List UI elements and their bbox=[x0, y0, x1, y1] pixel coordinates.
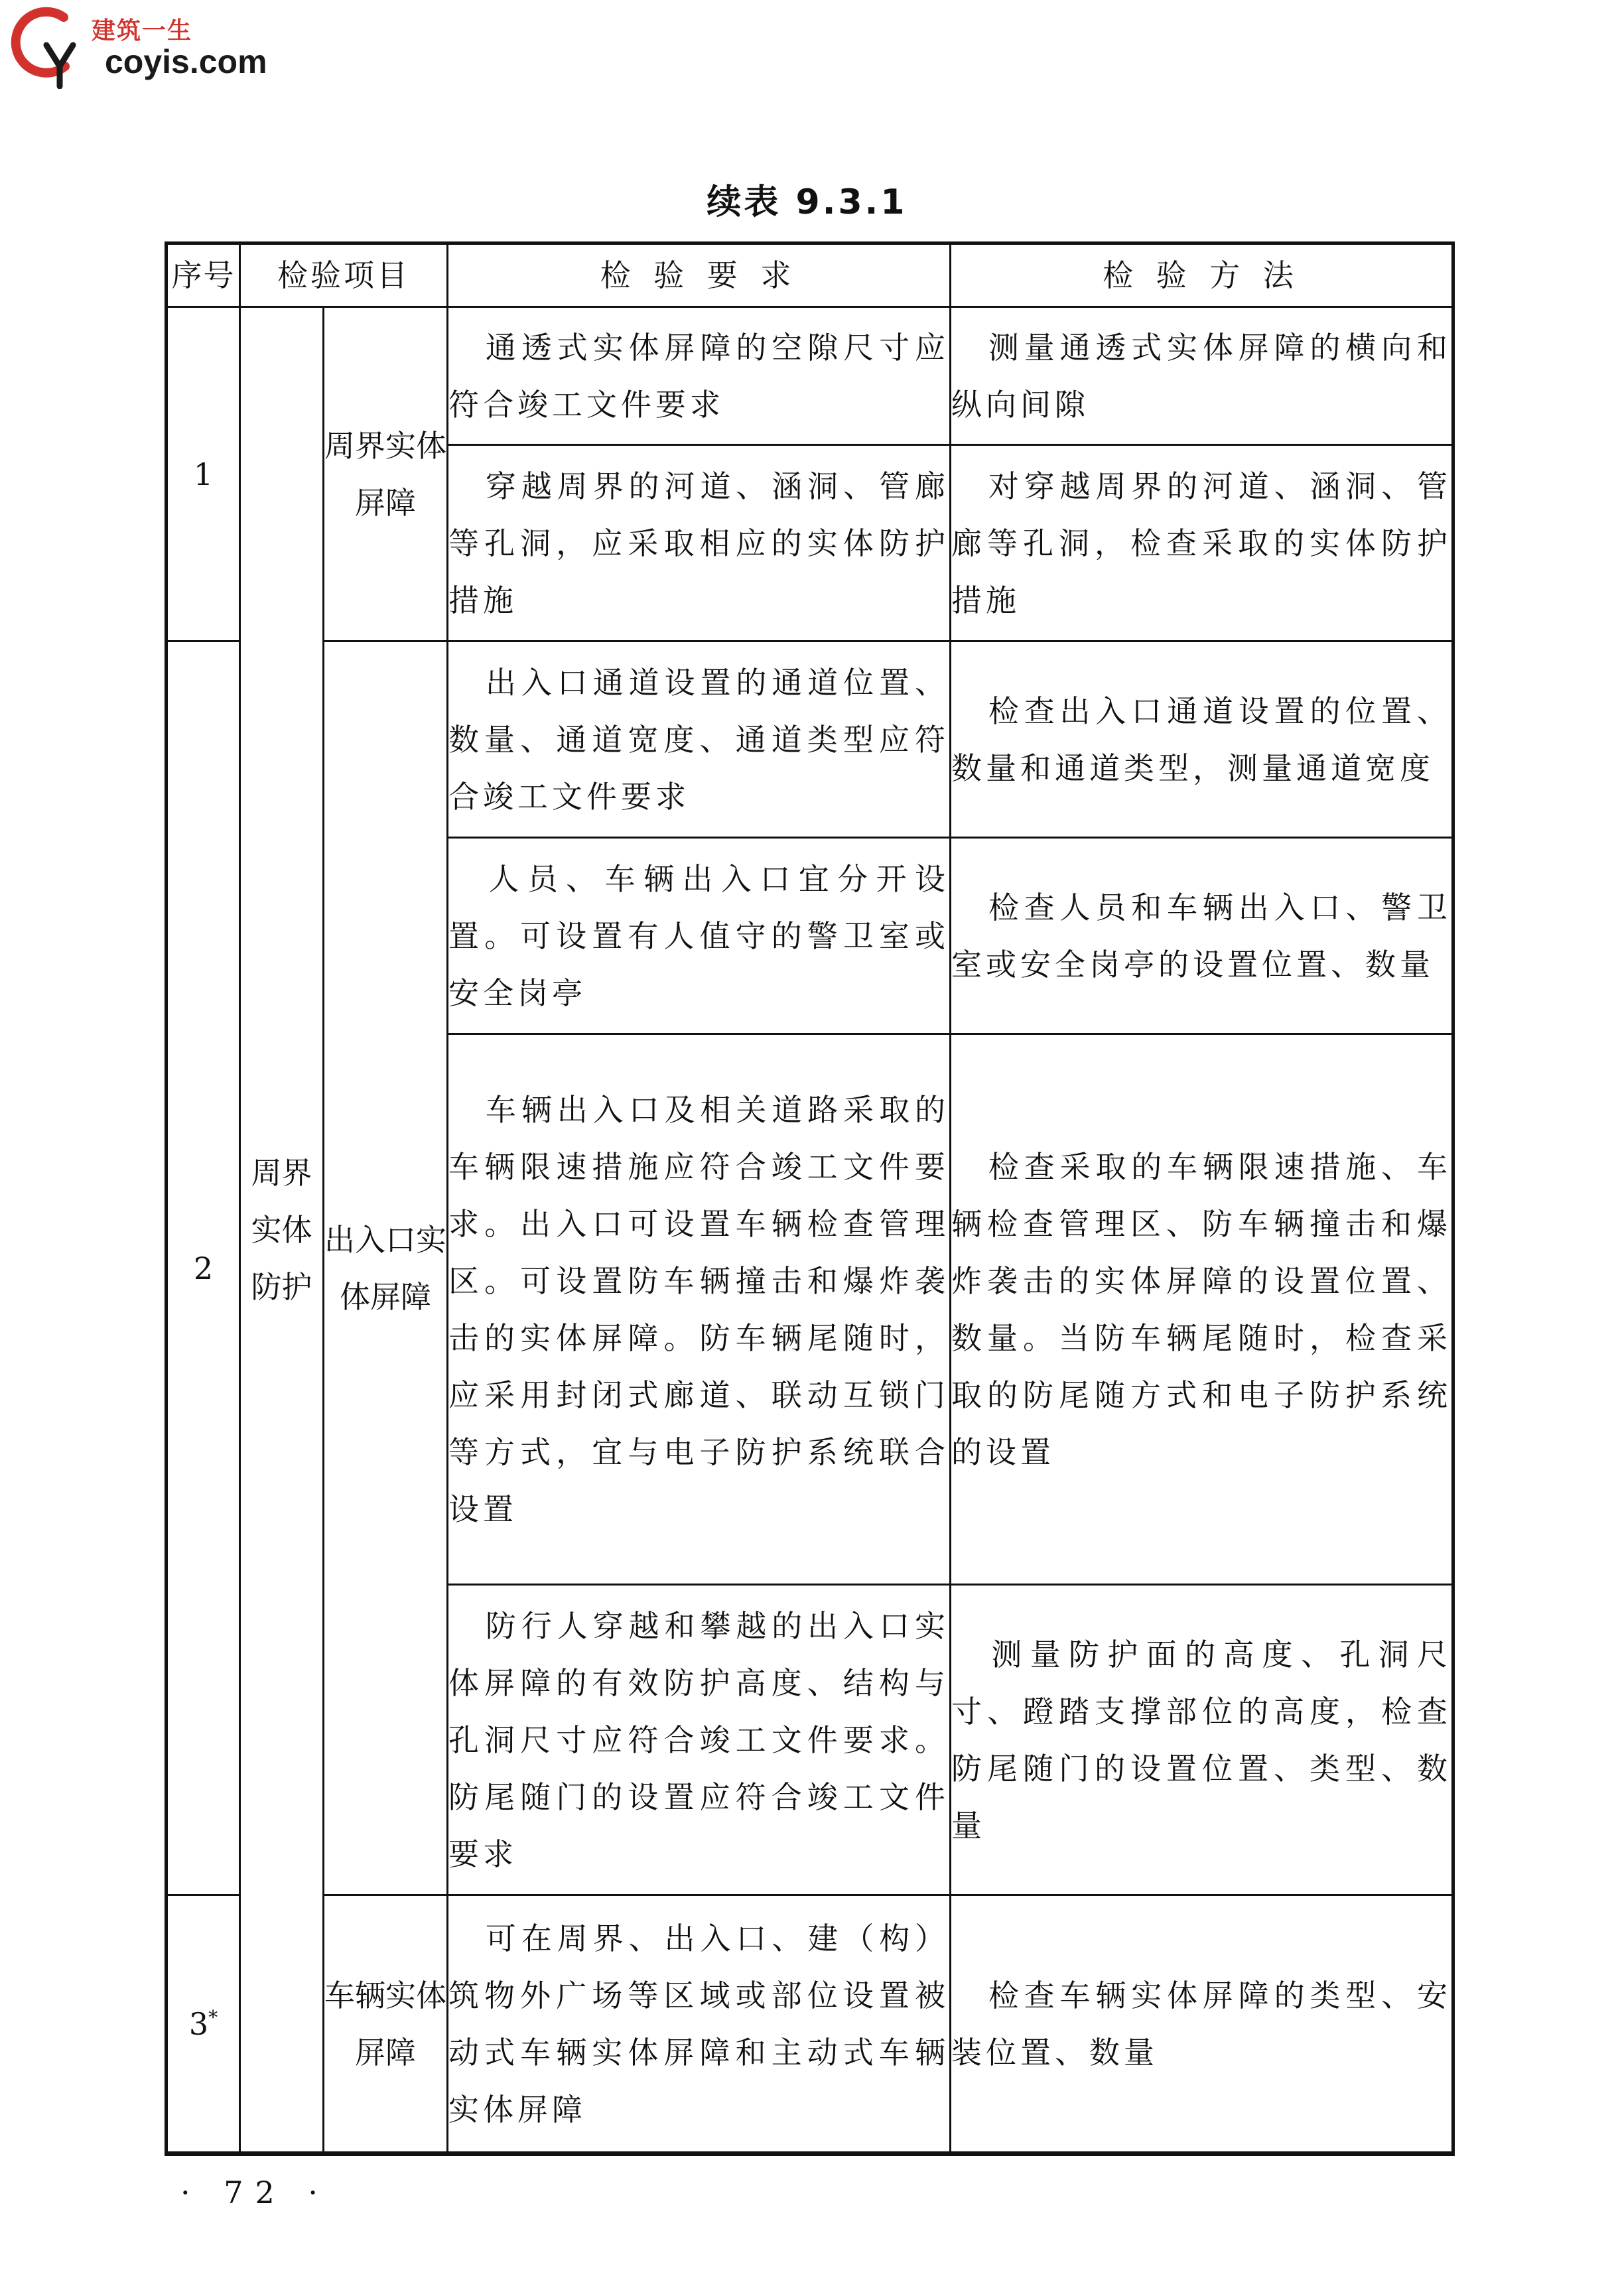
method-cell bbox=[951, 307, 1453, 445]
requirement-text: 车辆出入口及相关道路采取的车辆限速措施应符合竣工文件要求。出入口可设置车辆检查管理区。可设置防车辆撞击和爆炸袭击的实体屏障。防车辆尾随时，应采用封闭式廊道、联动互锁门等方式，宜与电子防护系统联合设置 bbox=[448, 1091, 949, 1527]
coyis-logo-icon bbox=[7, 3, 86, 89]
header-seq: 序号 bbox=[167, 243, 240, 307]
table-row bbox=[167, 307, 1453, 445]
site-watermark bbox=[7, 3, 285, 89]
table-row bbox=[167, 1895, 1453, 2154]
method-text: 检查采取的车辆限速措施、车辆检查管理区、防车辆撞击和爆炸袭击的实体屏障的设置位置、数量。当防车辆尾随时，检查采取的防尾随方式和电子防护系统的设置 bbox=[951, 1148, 1451, 1470]
row-seq-mark: * bbox=[208, 2006, 218, 2029]
watermark-site-name: 建筑一生 bbox=[92, 17, 193, 44]
method-cell bbox=[951, 1034, 1453, 1585]
page-number: · 72 · bbox=[180, 2175, 330, 2210]
watermark-url: coyis.com bbox=[105, 43, 267, 80]
row-seq bbox=[167, 1895, 240, 2154]
method-text: 检查出入口通道设置的位置、数量和通道类型，测量通道宽度 bbox=[951, 693, 1451, 786]
subitem-cell: 车辆实体屏障 bbox=[324, 1895, 448, 2154]
table-title: 续表 9.3.1 bbox=[706, 182, 908, 222]
method-cell bbox=[951, 1585, 1453, 1895]
category-cell: 周界实体防护 bbox=[240, 307, 324, 2154]
table-row bbox=[167, 642, 1453, 838]
requirement-text: 防行人穿越和攀越的出入口实体屏障的有效防护高度、结构与孔洞尺寸应符合竣工文件要求。防尾随门的设置应符合竣工文件要求 bbox=[448, 1607, 949, 1872]
requirement-cell bbox=[448, 838, 951, 1034]
header-requirement: 检 验 要 求 bbox=[448, 243, 951, 307]
requirement-text: 通透式实体屏障的空隙尺寸应符合竣工文件要求 bbox=[448, 329, 949, 423]
row-seq: 2 bbox=[167, 642, 240, 1895]
requirement-text: 可在周界、出入口、建（构）筑物外广场等区域或部位设置被动式车辆实体屏障和主动式车辆实体屏障 bbox=[448, 1920, 949, 2127]
requirement-cell bbox=[448, 1034, 951, 1585]
table-header-row bbox=[167, 243, 1453, 307]
method-cell bbox=[951, 445, 1453, 642]
method-cell bbox=[951, 1895, 1453, 2154]
subitem-cell: 出入口实体屏障 bbox=[324, 642, 448, 1895]
requirement-cell bbox=[448, 1895, 951, 2154]
requirement-cell bbox=[448, 1585, 951, 1895]
row-seq: 1 bbox=[167, 307, 240, 642]
inspection-table bbox=[165, 241, 1455, 2156]
method-text: 测量通透式实体屏障的横向和纵向间隙 bbox=[951, 329, 1451, 423]
header-method: 检 验 方 法 bbox=[951, 243, 1453, 307]
subitem-cell: 周界实体屏障 bbox=[324, 307, 448, 642]
requirement-text: 出入口通道设置的通道位置、数量、通道宽度、通道类型应符合竣工文件要求 bbox=[448, 664, 949, 815]
method-text: 检查人员和车辆出入口、警卫室或安全岗亭的设置位置、数量 bbox=[951, 889, 1451, 982]
method-text: 对穿越周界的河道、涵洞、管廊等孔洞，检查采取的实体防护措施 bbox=[951, 468, 1451, 618]
requirement-cell bbox=[448, 642, 951, 838]
row-seq-number: 3 bbox=[188, 2005, 209, 2042]
requirement-text: 穿越周界的河道、涵洞、管廊等孔洞，应采取相应的实体防护措施 bbox=[448, 468, 949, 618]
method-cell bbox=[951, 838, 1453, 1034]
method-text: 测量防护面的高度、孔洞尺寸、蹬踏支撑部位的高度，检查防尾随门的设置位置、类型、数量 bbox=[951, 1636, 1451, 1844]
method-text: 检查车辆实体屏障的类型、安装位置、数量 bbox=[951, 1977, 1451, 2070]
requirement-text: 人员、车辆出入口宜分开设置。可设置有人值守的警卫室或安全岗亭 bbox=[448, 860, 949, 1011]
requirement-cell bbox=[448, 307, 951, 445]
header-item: 检验项目 bbox=[240, 243, 448, 307]
method-cell bbox=[951, 642, 1453, 838]
requirement-cell bbox=[448, 445, 951, 642]
